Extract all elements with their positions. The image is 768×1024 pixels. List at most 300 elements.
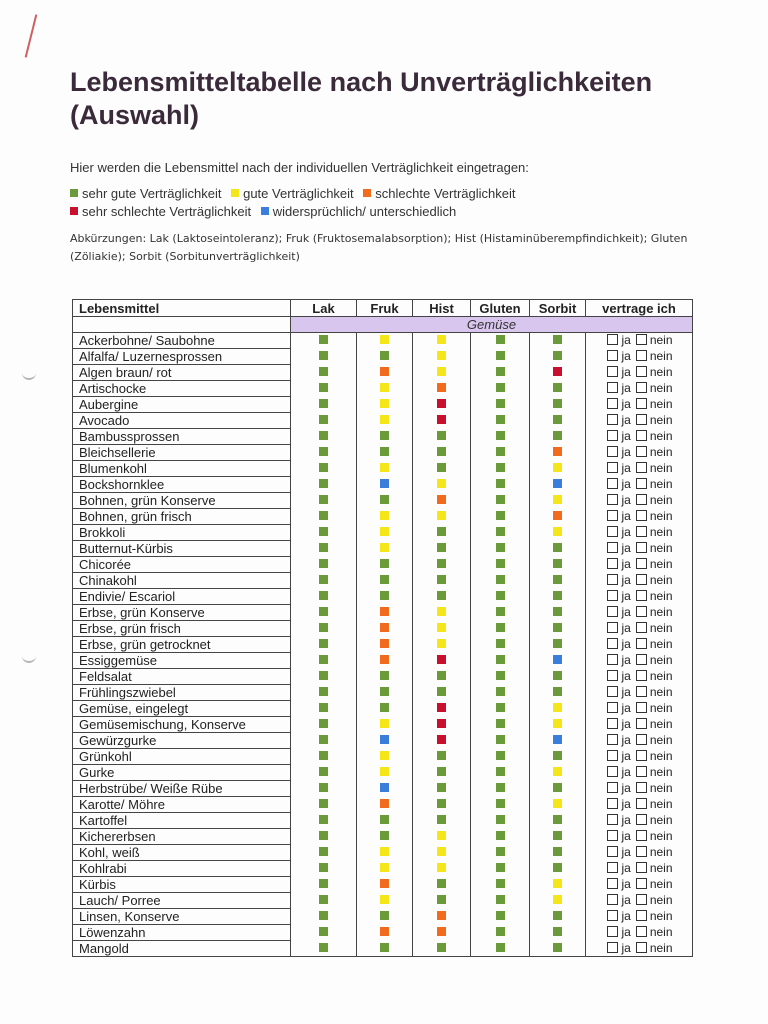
fruk-rating-square <box>380 719 389 728</box>
nein-checkbox[interactable] <box>636 862 647 873</box>
food-name: Bambussprossen <box>73 429 291 445</box>
ja-checkbox[interactable] <box>607 558 618 569</box>
lak-cell <box>291 349 357 365</box>
nein-checkbox[interactable] <box>636 926 647 937</box>
lak-rating-square <box>319 623 328 632</box>
hist-rating-square <box>437 687 446 696</box>
lak-rating-square <box>319 591 328 600</box>
lak-rating-square <box>319 767 328 776</box>
fruk-cell <box>357 893 413 909</box>
food-name: Butternut-Kürbis <box>73 541 291 557</box>
fruk-rating-square <box>380 831 389 840</box>
ja-checkbox[interactable] <box>607 382 618 393</box>
sorbit-cell <box>530 861 586 877</box>
gluten-rating-square <box>496 431 505 440</box>
nein-checkbox[interactable] <box>636 622 647 633</box>
sorbit-cell <box>530 733 586 749</box>
ja-checkbox[interactable] <box>607 526 618 537</box>
ja-checkbox[interactable] <box>607 702 618 713</box>
ja-checkbox[interactable] <box>607 926 618 937</box>
gluten-cell <box>471 797 530 813</box>
vertrage-ich-cell <box>586 925 693 941</box>
sorbit-cell <box>530 925 586 941</box>
food-name: Grünkohl <box>73 749 291 765</box>
gluten-cell <box>471 877 530 893</box>
nein-checkbox[interactable] <box>636 590 647 601</box>
gluten-rating-square <box>496 815 505 824</box>
sorbit-rating-square <box>553 751 562 760</box>
sorbit-cell <box>530 509 586 525</box>
lak-cell <box>291 861 357 877</box>
sorbit-cell <box>530 605 586 621</box>
sorbit-cell <box>530 333 586 349</box>
fruk-cell <box>357 781 413 797</box>
hist-cell <box>413 621 471 637</box>
nein-checkbox[interactable] <box>636 382 647 393</box>
vertrage-ich-cell <box>586 413 693 429</box>
ja-checkbox[interactable] <box>607 814 618 825</box>
vertrage-ich-cell <box>586 845 693 861</box>
vertrage-ich-cell <box>586 909 693 925</box>
fruk-rating-square <box>380 399 389 408</box>
lak-cell <box>291 637 357 653</box>
hist-cell <box>413 653 471 669</box>
hist-cell <box>413 365 471 381</box>
ja-checkbox[interactable] <box>607 734 618 745</box>
vertrage-ich-cell <box>586 525 693 541</box>
sorbit-cell <box>530 829 586 845</box>
vertrage-ich-cell <box>586 765 693 781</box>
fruk-rating-square <box>380 367 389 376</box>
gluten-rating-square <box>496 463 505 472</box>
nein-checkbox[interactable] <box>636 782 647 793</box>
fruk-rating-square <box>380 479 389 488</box>
fruk-rating-square <box>380 351 389 360</box>
gluten-rating-square <box>496 719 505 728</box>
nein-checkbox[interactable] <box>636 350 647 361</box>
ja-checkbox[interactable] <box>607 398 618 409</box>
fruk-cell <box>357 349 413 365</box>
food-name: Chicorée <box>73 557 291 573</box>
sorbit-cell <box>530 845 586 861</box>
nein-checkbox[interactable] <box>636 446 647 457</box>
ja-label: ja <box>621 797 631 811</box>
ja-checkbox[interactable] <box>607 366 618 377</box>
fruk-rating-square <box>380 863 389 872</box>
hist-cell <box>413 701 471 717</box>
sorbit-cell <box>530 525 586 541</box>
legend-swatch <box>363 189 371 197</box>
table-row <box>73 829 693 845</box>
ja-checkbox[interactable] <box>607 766 618 777</box>
nein-checkbox[interactable] <box>636 670 647 681</box>
gluten-cell <box>471 653 530 669</box>
ja-label: ja <box>621 397 631 411</box>
hist-cell <box>413 797 471 813</box>
legend-item <box>363 186 521 201</box>
pen-mark <box>25 14 38 57</box>
vertrage-ich-cell <box>586 733 693 749</box>
sorbit-rating-square <box>553 783 562 792</box>
fruk-rating-square <box>380 671 389 680</box>
table-row <box>73 349 693 365</box>
hist-rating-square <box>437 927 446 936</box>
table-row <box>73 797 693 813</box>
sorbit-cell <box>530 701 586 717</box>
ja-checkbox[interactable] <box>607 590 618 601</box>
table-row <box>73 813 693 829</box>
fruk-cell <box>357 477 413 493</box>
fruk-cell <box>357 653 413 669</box>
fruk-rating-square <box>380 767 389 776</box>
sorbit-cell <box>530 717 586 733</box>
lak-rating-square <box>319 847 328 856</box>
gluten-rating-square <box>496 415 505 424</box>
lak-cell <box>291 685 357 701</box>
nein-checkbox[interactable] <box>636 494 647 505</box>
gluten-cell <box>471 861 530 877</box>
table-row <box>73 381 693 397</box>
fruk-cell <box>357 381 413 397</box>
gluten-cell <box>471 765 530 781</box>
ja-checkbox[interactable] <box>607 350 618 361</box>
gluten-rating-square <box>496 511 505 520</box>
nein-checkbox[interactable] <box>636 798 647 809</box>
nein-checkbox[interactable] <box>636 878 647 889</box>
nein-checkbox[interactable] <box>636 558 647 569</box>
nein-checkbox[interactable] <box>636 718 647 729</box>
lak-rating-square <box>319 399 328 408</box>
hist-cell <box>413 877 471 893</box>
sorbit-rating-square <box>553 927 562 936</box>
sorbit-rating-square <box>553 607 562 616</box>
hist-rating-square <box>437 463 446 472</box>
gluten-rating-square <box>496 383 505 392</box>
nein-checkbox[interactable] <box>636 366 647 377</box>
sorbit-rating-square <box>553 671 562 680</box>
sorbit-rating-square <box>553 895 562 904</box>
nein-label: nein <box>649 349 673 363</box>
nein-label: nein <box>649 429 673 443</box>
nein-checkbox[interactable] <box>636 942 647 953</box>
legend-label: sehr gute Verträglichkeit <box>82 186 222 201</box>
fruk-cell <box>357 605 413 621</box>
food-name: Herbstrübe/ Weiße Rübe <box>73 781 291 797</box>
vertrage-ich-cell <box>586 877 693 893</box>
ja-label: ja <box>621 477 631 491</box>
nein-label: nein <box>649 397 673 411</box>
nein-checkbox[interactable] <box>636 814 647 825</box>
nein-label: nein <box>649 717 673 731</box>
lak-rating-square <box>319 527 328 536</box>
hist-rating-square <box>437 815 446 824</box>
fruk-cell <box>357 509 413 525</box>
lak-cell <box>291 445 357 461</box>
fruk-rating-square <box>380 879 389 888</box>
header-vertrage: vertrage ich <box>586 300 693 317</box>
hist-cell <box>413 909 471 925</box>
ja-checkbox[interactable] <box>607 334 618 345</box>
lak-rating-square <box>319 351 328 360</box>
nein-checkbox[interactable] <box>636 846 647 857</box>
ja-checkbox[interactable] <box>607 542 618 553</box>
ja-label: ja <box>621 557 631 571</box>
gluten-cell <box>471 925 530 941</box>
nein-label: nein <box>649 813 673 827</box>
hist-cell <box>413 829 471 845</box>
ja-checkbox[interactable] <box>607 654 618 665</box>
nein-checkbox[interactable] <box>636 542 647 553</box>
lak-cell <box>291 365 357 381</box>
hist-cell <box>413 813 471 829</box>
table-row <box>73 893 693 909</box>
table-row <box>73 445 693 461</box>
ja-checkbox[interactable] <box>607 718 618 729</box>
fruk-cell <box>357 429 413 445</box>
nein-label: nein <box>649 909 673 923</box>
hist-rating-square <box>437 447 446 456</box>
vertrage-ich-cell <box>586 621 693 637</box>
ja-checkbox[interactable] <box>607 910 618 921</box>
sorbit-rating-square <box>553 431 562 440</box>
lak-cell <box>291 477 357 493</box>
fruk-cell <box>357 845 413 861</box>
gluten-cell <box>471 493 530 509</box>
lak-cell <box>291 749 357 765</box>
food-name: Löwenzahn <box>73 925 291 941</box>
ja-checkbox[interactable] <box>607 430 618 441</box>
gluten-rating-square <box>496 655 505 664</box>
hist-rating-square <box>437 415 446 424</box>
nein-checkbox[interactable] <box>636 574 647 585</box>
table-row <box>73 461 693 477</box>
table-row <box>73 717 693 733</box>
sorbit-rating-square <box>553 815 562 824</box>
gluten-rating-square <box>496 751 505 760</box>
sorbit-rating-square <box>553 879 562 888</box>
nein-label: nein <box>649 940 673 955</box>
lak-rating-square <box>319 911 328 920</box>
vertrage-ich-cell <box>586 653 693 669</box>
nein-checkbox[interactable] <box>636 462 647 473</box>
hist-cell <box>413 685 471 701</box>
ja-checkbox[interactable] <box>607 606 618 617</box>
table-row <box>73 605 693 621</box>
sorbit-rating-square <box>553 767 562 776</box>
nein-label: nein <box>649 477 673 491</box>
ja-checkbox[interactable] <box>607 782 618 793</box>
ja-checkbox[interactable] <box>607 478 618 489</box>
nein-checkbox[interactable] <box>636 734 647 745</box>
sorbit-rating-square <box>553 703 562 712</box>
table-row <box>73 477 693 493</box>
food-name: Chinakohl <box>73 573 291 589</box>
nein-checkbox[interactable] <box>636 526 647 537</box>
gluten-cell <box>471 573 530 589</box>
gluten-rating-square <box>496 847 505 856</box>
hist-rating-square <box>437 511 446 520</box>
ja-label: ja <box>621 909 631 923</box>
ja-checkbox[interactable] <box>607 462 618 473</box>
lak-cell <box>291 733 357 749</box>
table-row <box>73 925 693 941</box>
sorbit-rating-square <box>553 367 562 376</box>
nein-checkbox[interactable] <box>636 910 647 921</box>
table-row <box>73 861 693 877</box>
ja-checkbox[interactable] <box>607 638 618 649</box>
nein-checkbox[interactable] <box>636 414 647 425</box>
food-name: Mangold <box>73 941 291 957</box>
legend-label: sehr schlechte Verträglichkeit <box>82 204 252 219</box>
ja-checkbox[interactable] <box>607 750 618 761</box>
ja-checkbox[interactable] <box>607 686 618 697</box>
gluten-rating-square <box>496 335 505 344</box>
sorbit-rating-square <box>553 911 562 920</box>
fruk-rating-square <box>380 447 389 456</box>
nein-checkbox[interactable] <box>636 430 647 441</box>
ja-checkbox[interactable] <box>607 414 618 425</box>
hist-rating-square <box>437 495 446 504</box>
fruk-rating-square <box>380 895 389 904</box>
nein-checkbox[interactable] <box>636 766 647 777</box>
legend-label: widersprüchlich/ unterschiedlich <box>272 204 457 219</box>
fruk-cell <box>357 861 413 877</box>
table-row <box>73 413 693 429</box>
hist-cell <box>413 781 471 797</box>
hist-rating-square <box>437 831 446 840</box>
ja-label: ja <box>621 461 631 475</box>
lak-rating-square <box>319 463 328 472</box>
hist-cell <box>413 349 471 365</box>
gluten-rating-square <box>496 495 505 504</box>
ja-checkbox[interactable] <box>607 446 618 457</box>
hist-rating-square <box>437 575 446 584</box>
hist-cell <box>413 397 471 413</box>
nein-checkbox[interactable] <box>636 830 647 841</box>
nein-checkbox[interactable] <box>636 478 647 489</box>
hist-cell <box>413 493 471 509</box>
ja-checkbox[interactable] <box>607 830 618 841</box>
vertrage-ich-cell <box>586 941 693 957</box>
table-row <box>73 493 693 509</box>
lak-cell <box>291 701 357 717</box>
lak-cell <box>291 413 357 429</box>
lak-rating-square <box>319 799 328 808</box>
ja-checkbox[interactable] <box>607 494 618 505</box>
table-row <box>73 845 693 861</box>
fruk-rating-square <box>380 815 389 824</box>
nein-label: nein <box>649 877 673 891</box>
nein-checkbox[interactable] <box>636 398 647 409</box>
hist-rating-square <box>437 543 446 552</box>
gluten-cell <box>471 781 530 797</box>
food-name: Endivie/ Escariol <box>73 589 291 605</box>
gluten-rating-square <box>496 703 505 712</box>
nein-label: nein <box>649 861 673 875</box>
ja-label: ja <box>621 525 631 539</box>
fruk-cell <box>357 909 413 925</box>
nein-checkbox[interactable] <box>636 606 647 617</box>
nein-checkbox[interactable] <box>636 638 647 649</box>
gluten-cell <box>471 909 530 925</box>
lak-rating-square <box>319 639 328 648</box>
food-name: Linsen, Konserve <box>73 909 291 925</box>
ja-label: ja <box>621 509 631 523</box>
table-name-spacer <box>73 317 291 333</box>
sorbit-rating-square <box>553 511 562 520</box>
food-name: Bohnen, grün Konserve <box>73 493 291 509</box>
ja-checkbox[interactable] <box>607 510 618 521</box>
fruk-cell <box>357 525 413 541</box>
nein-checkbox[interactable] <box>636 894 647 905</box>
ja-checkbox[interactable] <box>607 942 618 953</box>
hist-rating-square <box>437 351 446 360</box>
sorbit-cell <box>530 413 586 429</box>
table-row <box>73 365 693 381</box>
fruk-cell <box>357 637 413 653</box>
sorbit-rating-square <box>553 575 562 584</box>
hist-rating-square <box>437 431 446 440</box>
ja-checkbox[interactable] <box>607 670 618 681</box>
nein-label: nein <box>649 797 673 811</box>
sorbit-cell <box>530 365 586 381</box>
lak-cell <box>291 333 357 349</box>
vertrage-ich-cell <box>586 429 693 445</box>
nein-checkbox[interactable] <box>636 750 647 761</box>
nein-checkbox[interactable] <box>636 702 647 713</box>
table-row <box>73 621 693 637</box>
sorbit-rating-square <box>553 735 562 744</box>
ja-checkbox[interactable] <box>607 878 618 889</box>
fruk-rating-square <box>380 911 389 920</box>
ja-label: ja <box>621 781 631 795</box>
gluten-rating-square <box>496 575 505 584</box>
ja-checkbox[interactable] <box>607 846 618 857</box>
ja-checkbox[interactable] <box>607 798 618 809</box>
sorbit-rating-square <box>553 847 562 856</box>
lak-cell <box>291 573 357 589</box>
lak-cell <box>291 877 357 893</box>
ja-checkbox[interactable] <box>607 622 618 633</box>
lak-cell <box>291 525 357 541</box>
nein-label: nein <box>649 653 673 667</box>
ja-checkbox[interactable] <box>607 894 618 905</box>
food-name: Artischocke <box>73 381 291 397</box>
sorbit-rating-square <box>553 543 562 552</box>
hist-rating-square <box>437 751 446 760</box>
vertrage-ich-cell <box>586 509 693 525</box>
food-name: Algen braun/ rot <box>73 365 291 381</box>
nein-checkbox[interactable] <box>636 654 647 665</box>
food-name: Gurke <box>73 765 291 781</box>
lak-rating-square <box>319 447 328 456</box>
nein-checkbox[interactable] <box>636 686 647 697</box>
nein-checkbox[interactable] <box>636 334 647 345</box>
lak-cell <box>291 509 357 525</box>
ja-checkbox[interactable] <box>607 862 618 873</box>
gluten-cell <box>471 749 530 765</box>
ja-checkbox[interactable] <box>607 574 618 585</box>
nein-checkbox[interactable] <box>636 510 647 521</box>
gluten-rating-square <box>496 831 505 840</box>
food-name: Alfalfa/ Luzernesprossen <box>73 349 291 365</box>
fruk-rating-square <box>380 639 389 648</box>
nein-label: nein <box>649 925 673 939</box>
table-row <box>73 333 693 349</box>
nein-label: nein <box>649 829 673 843</box>
sorbit-rating-square <box>553 495 562 504</box>
hist-rating-square <box>437 943 446 952</box>
